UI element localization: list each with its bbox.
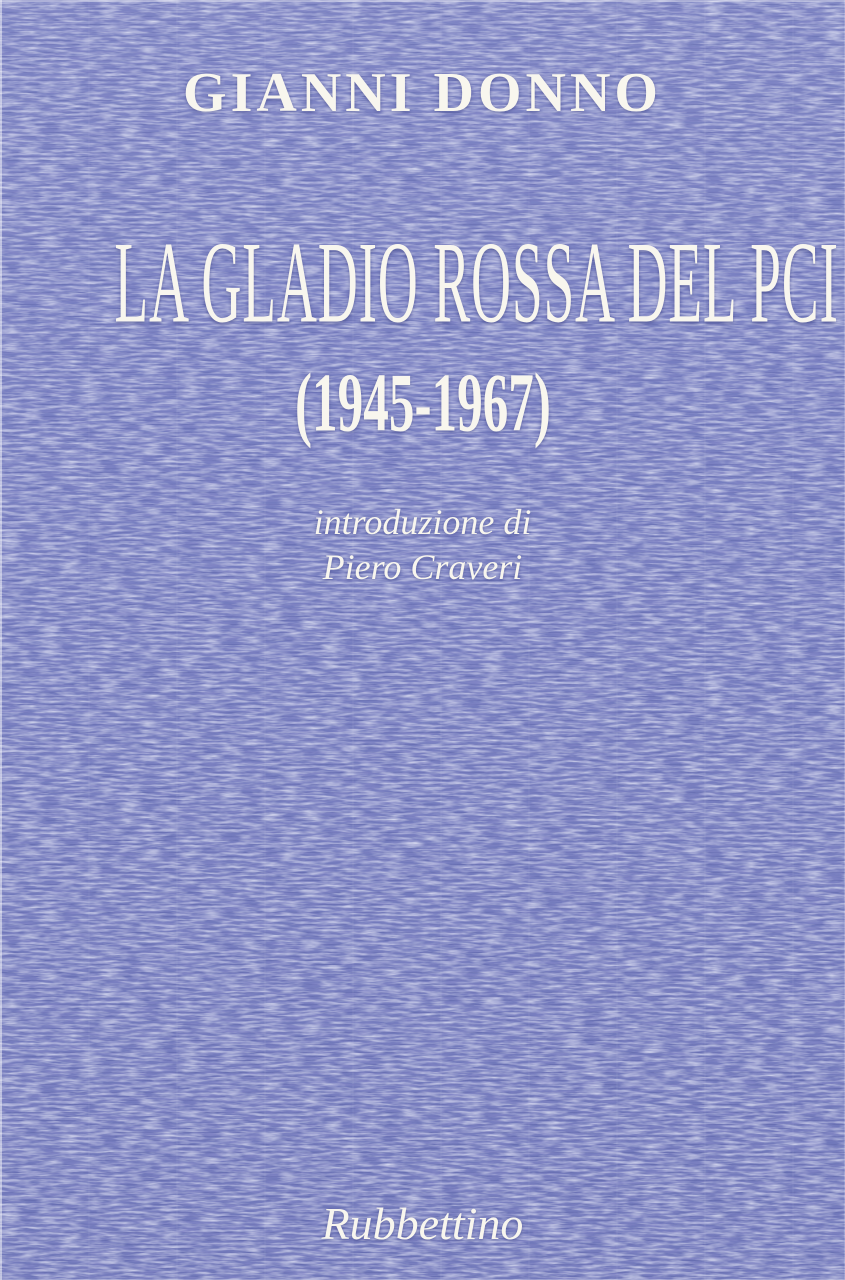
book-title (0, 217, 845, 348)
introduction-label: introduzione di (313, 502, 532, 542)
title-years (0, 356, 845, 449)
introduction-author: Piero Craveri (322, 547, 523, 587)
publisher-name: Rubbettino (321, 1198, 524, 1249)
title-years-text: (1945-1967) (294, 356, 551, 449)
introduction-credit (0, 500, 845, 590)
book-title-text: LA GLADIO ROSSA DEL PCI (114, 217, 839, 348)
author-name: GIANNI DONNO (183, 62, 662, 124)
